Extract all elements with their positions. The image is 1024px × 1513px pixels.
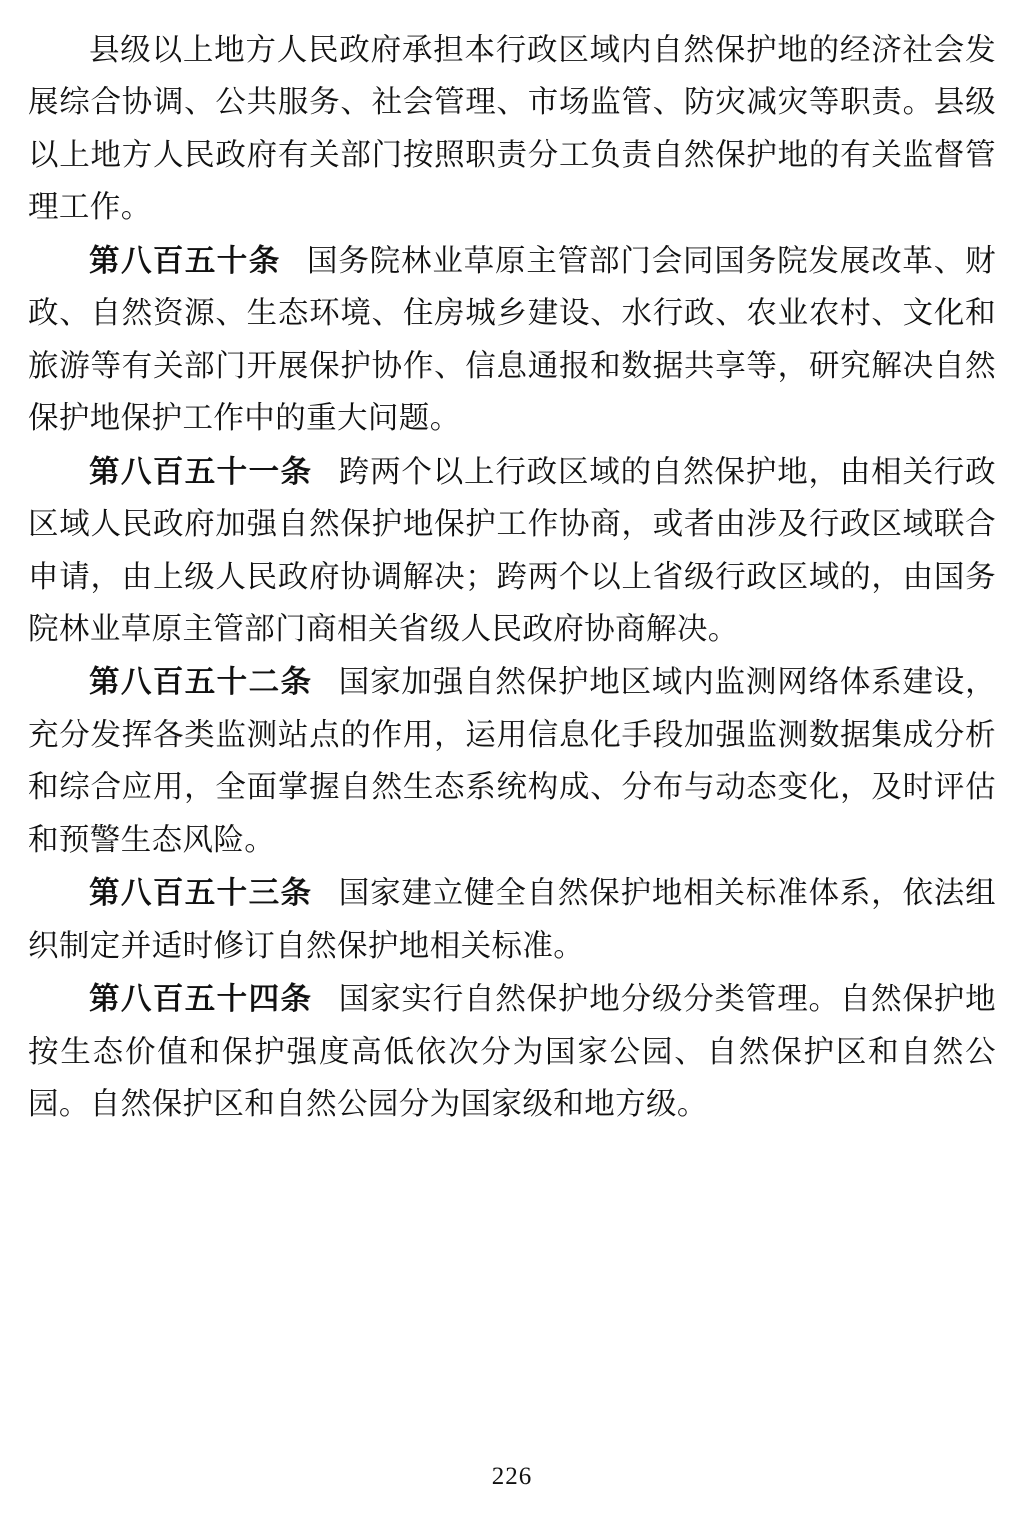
article-number: 第八百五十二条 xyxy=(89,665,313,700)
document-body xyxy=(28,24,996,1463)
article-number: 第八百五十条 xyxy=(89,243,281,278)
paragraph-text: 国家建立健全自然保护地相关标准体系，依法组织制定并适时修订自然保护地相关标准。 xyxy=(28,876,996,963)
paragraph xyxy=(28,973,996,1130)
paragraph-text: 国家实行自然保护地分级分类管理。自然保护地按生态价值和保护强度高低依次分为国家公园、自然保护区和自然公园。自然保护区和自然公园分为国家级和地方级。 xyxy=(28,982,996,1122)
page-number: 226 xyxy=(491,1463,533,1490)
paragraph xyxy=(28,24,996,234)
article-number: 第八百五十四条 xyxy=(89,982,313,1017)
paragraph-text: 县级以上地方人民政府承担本行政区域内自然保护地的经济社会发展综合协调、公共服务、社会管理、市场监管、防灾减灾等职责。县级以上地方人民政府有关部门按照职责分工负责自然保护地的有关监督管理工作。 xyxy=(28,33,996,225)
paragraph-text: 跨两个以上行政区域的自然保护地，由相关行政区域人民政府加强自然保护地保护工作协商，或者由涉及行政区域联合申请，由上级人民政府协调解决；跨两个以上省级行政区域的，由国务院林业草原主管部门商相关省级人民政府协商解决。 xyxy=(28,454,996,646)
paragraph-text: 国务院林业草原主管部门会同国务院发展改革、财政、自然资源、生态环境、住房城乡建设、水行政、农业农村、文化和旅游等有关部门开展保护协作、信息通报和数据共享等，研究解决自然保护地保护工作中的重大问题。 xyxy=(28,243,996,436)
article-number: 第八百五十三条 xyxy=(89,876,313,911)
paragraph xyxy=(28,867,996,972)
paragraph xyxy=(28,656,996,866)
paragraph xyxy=(28,446,996,656)
article-number: 第八百五十一条 xyxy=(89,454,313,489)
paragraph-text: 国家加强自然保护地区域内监测网络体系建设，充分发挥各类监测站点的作用，运用信息化手段加强监测数据集成分析和综合应用，全面掌握自然生态系统构成、分布与动态变化，及时评估和预警生态风险。 xyxy=(28,665,996,857)
paragraph xyxy=(28,235,996,445)
